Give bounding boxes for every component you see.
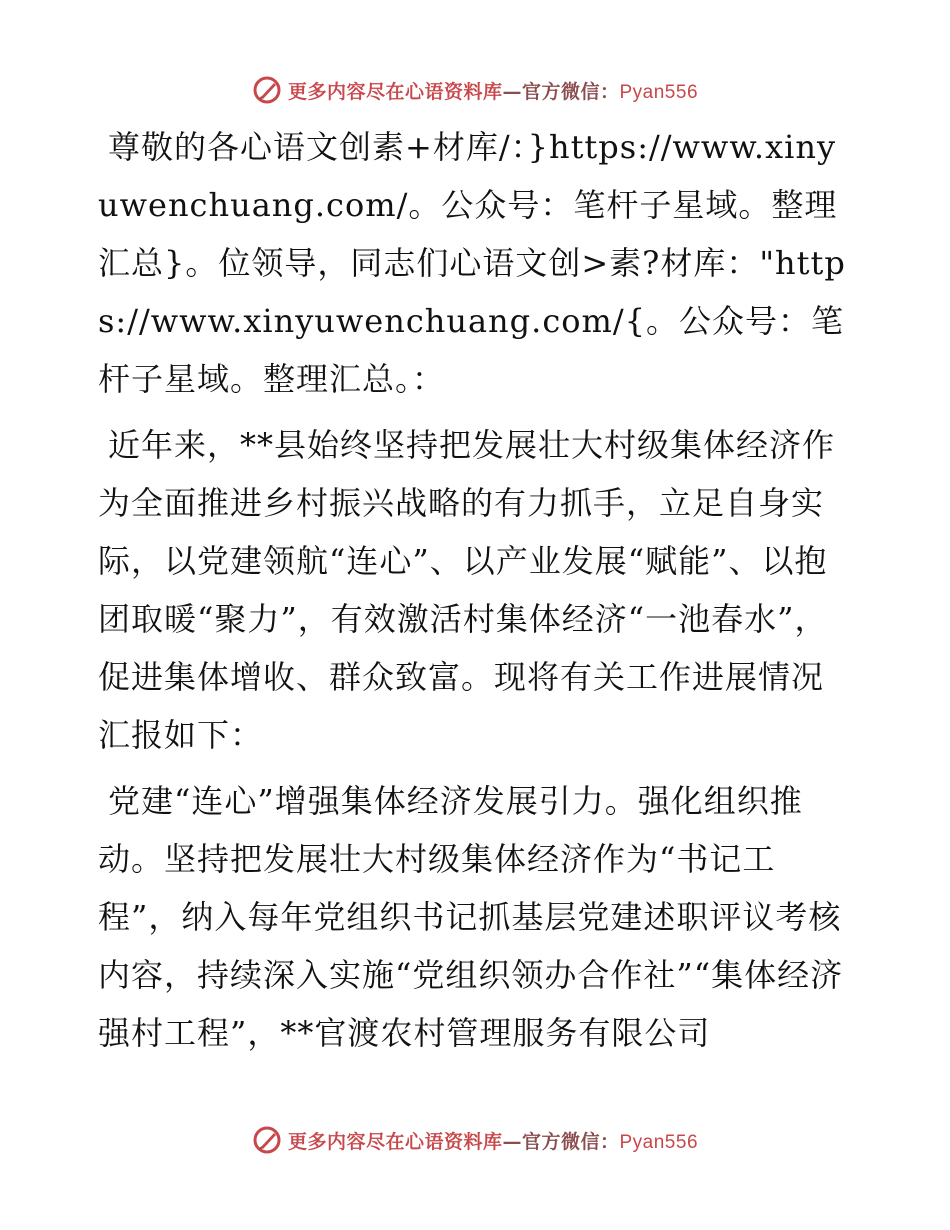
header-banner-title: 更多内容尽在心语资料库	[287, 80, 503, 103]
footer-banner-text	[288, 1127, 698, 1154]
footer-banner-title: 更多内容尽在心语资料库	[287, 1130, 503, 1153]
header-banner-text	[288, 77, 698, 104]
paragraph-section-one: 党建“连心”增强集体经济发展引力。强化组织推动。坚持把发展壮大村级集体经济作为“书记工程”，纳入每年党组织书记抓基层党建述职评议考核内容，持续深入实施“党组织领办合作社”“集体经济强村工程”，**官渡农村管理服务有限公司	[98, 782, 844, 1052]
quill-logo-icon	[252, 1125, 282, 1155]
footer-banner-wechat-id: Pyan556	[619, 1131, 699, 1153]
paragraph-greeting: 尊敬的各心语文创素+材库/：}https://www.xinyuwenchuang.com/。公众号：笔杆子星域。整理汇总}。位领导，同志们心语文创>素?材库："https://www.xinyuwenchuang.com/{。公众号：笔杆子星域。整理汇总。：	[98, 128, 846, 398]
header-banner-wechat-id: Pyan556	[619, 81, 699, 103]
paragraph-intro: 近年来，**县始终坚持把发展壮大村级集体经济作为全面推进乡村振兴战略的有力抓手，立足自身实际，以党建领航“连心”、以产业发展“赋能”、以抱团取暖“聚力”，有效激活村集体经济“一池春水”，促进集体增收、群众致富。现将有关工作进展情况汇报如下：	[98, 426, 836, 754]
footer-banner	[0, 1120, 950, 1160]
header-banner	[0, 70, 950, 110]
quill-logo-icon	[252, 75, 282, 105]
header-banner-wechat-label: —官方微信：	[502, 80, 620, 103]
footer-banner-wechat-label: —官方微信：	[502, 1130, 620, 1153]
document-body	[98, 118, 854, 1070]
